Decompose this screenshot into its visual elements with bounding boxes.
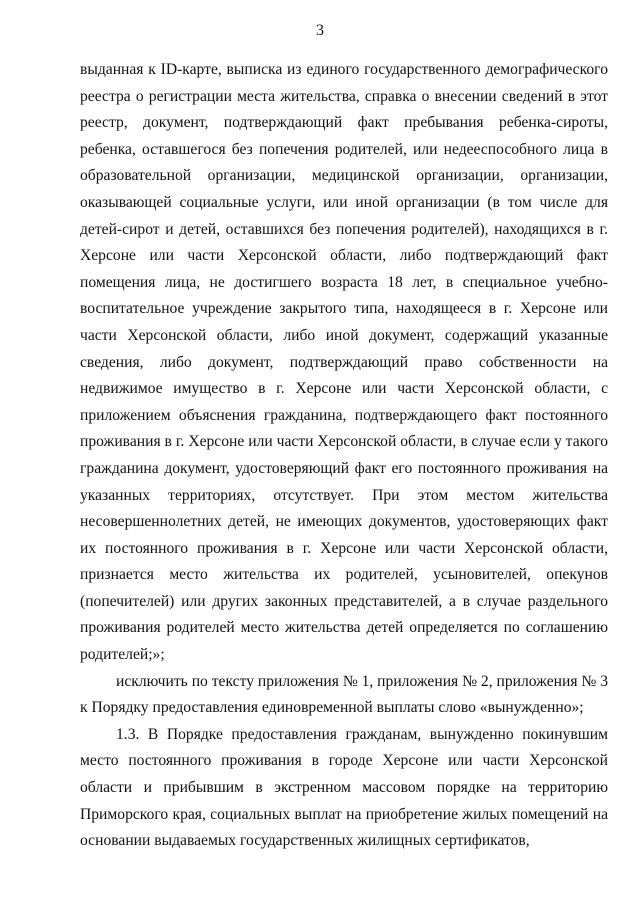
paragraph-section-1-3: 1.3. В Порядке предоставления гражданам, вынужденно покинувшим место постоянного проживания в городе Херсоне или части Херсонской области и прибывшим в экстренном массовом порядке на территорию Приморского края, социальных выплат на приобретение жилых помещений на основании выдаваемых государственных жилищных сертификатов,	[80, 725, 608, 850]
paragraph-exclude-word: исключить по тексту приложения № 1, приложения № 2, приложения № 3 к Порядку предоставления единовременной выплаты слово «вынужденно»;	[80, 672, 608, 717]
paragraph-continuation: выданная к ID-карте, выписка из единого государственного демографического реестра о регистрации места жительства, справка о внесении сведений в этот реестр, документ, подтверждающий факт пребывания ребенка-сироты, ребенка, оставшегося без попечения родителей, или недееспособного лица в образовательной организации, медицинской организации, организации, оказывающей социальные услуги, или иной организации (в том числе для детей-сирот и детей, оставшихся без попечения родителей), находящихся в г. Херсоне или части Херсонской области, либо подтверждающий факт помещения лица, не достигшего возраста 18 лет, в специальное учебно-воспитательное учреждение закрытого типа, находящееся в г. Херсоне или части Херсонской области, либо иной документ, содержащий указанные сведения, либо документ, подтверждающий право собственности на недвижимое имущество в г. Херсоне или части Херсонской области, с приложением объяснения гражданина, подтверждающего факт постоянного проживания в г. Херсоне или части Херсонской области, в случае если у такого гражданина документ, удостоверяющий факт его постоянного проживания на указанных территориях, отсутствует. При этом местом жительства несовершеннолетних детей, не имеющих документов, удостоверяющих факт их постоянного проживания в г. Херсоне или части Херсонской области, признается место жительства их родителей, усыновителей, опекунов (попечителей) или других законных представителей, а в случае раздельного проживания родителей место жительства детей определяется по соглашению родителей;»;	[80, 61, 608, 664]
document-body	[80, 57, 608, 855]
page-number: 3	[316, 22, 324, 39]
